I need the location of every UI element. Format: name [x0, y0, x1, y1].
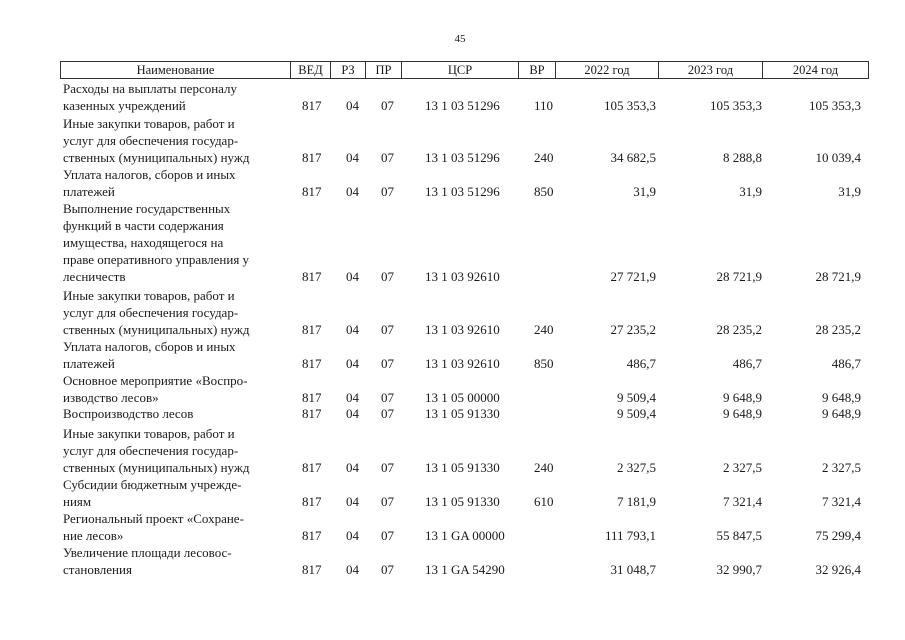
cell-vr: 850	[534, 356, 554, 371]
cell-csr: 13 1 03 51296	[425, 150, 500, 165]
header-ved: ВЕД	[291, 62, 331, 78]
cell-pr: 07	[381, 150, 394, 165]
cell-y2023: 2 327,5	[723, 460, 762, 475]
row-name	[63, 476, 303, 510]
cell-y2024: 32 926,4	[815, 562, 861, 577]
table-row	[60, 372, 880, 406]
row-name-line: Субсидии бюджетным учрежде-	[63, 477, 242, 492]
row-name-line: платежей	[63, 184, 115, 199]
row-name-line: услуг для обеспечения государ-	[63, 305, 239, 320]
row-name-line: изводство лесов»	[63, 390, 159, 405]
cell-csr: 13 1 GA 00000	[425, 528, 505, 543]
cell-pr: 07	[381, 98, 394, 113]
cell-vr: 110	[534, 98, 554, 113]
cell-pr: 07	[381, 562, 394, 577]
table-row	[60, 425, 880, 476]
cell-ved: 817	[302, 494, 322, 509]
cell-rz: 04	[346, 322, 359, 337]
cell-csr: 13 1 05 00000	[425, 390, 500, 405]
table-row	[60, 115, 880, 166]
cell-y2024: 2 327,5	[822, 460, 861, 475]
row-name-line: Иные закупки товаров, работ и	[63, 116, 235, 131]
header-rz: РЗ	[331, 62, 366, 78]
cell-y2023: 55 847,5	[716, 528, 762, 543]
cell-vr: 240	[534, 460, 554, 475]
cell-pr: 07	[381, 460, 394, 475]
row-name	[63, 115, 303, 166]
header-vr: ВР	[519, 62, 556, 78]
row-name	[63, 425, 303, 476]
row-name-line: Увеличение площади лесовос-	[63, 545, 232, 560]
cell-y2022: 105 353,3	[604, 98, 656, 113]
cell-csr: 13 1 05 91330	[425, 406, 500, 421]
cell-y2023: 9 648,9	[723, 406, 762, 421]
cell-y2024: 75 299,4	[815, 528, 861, 543]
cell-y2023: 32 990,7	[716, 562, 762, 577]
cell-csr: 13 1 05 91330	[425, 460, 500, 475]
cell-pr: 07	[381, 494, 394, 509]
cell-pr: 07	[381, 406, 394, 421]
cell-csr: 13 1 03 92610	[425, 269, 500, 284]
header-2023: 2023 год	[659, 62, 763, 78]
cell-vr: 240	[534, 150, 554, 165]
cell-y2023: 31,9	[739, 184, 762, 199]
cell-y2022: 111 793,1	[604, 528, 656, 543]
cell-y2022: 2 327,5	[617, 460, 656, 475]
cell-rz: 04	[346, 562, 359, 577]
cell-ved: 817	[302, 562, 322, 577]
cell-y2022: 31 048,7	[610, 562, 656, 577]
row-name	[63, 372, 303, 406]
row-name	[63, 166, 303, 200]
cell-csr: 13 1 GA 54290	[425, 562, 505, 577]
cell-rz: 04	[346, 184, 359, 199]
header-csr: ЦСР	[402, 62, 519, 78]
cell-rz: 04	[346, 406, 359, 421]
cell-rz: 04	[346, 269, 359, 284]
cell-y2022: 31,9	[633, 184, 656, 199]
row-name-line: Выполнение государственных	[63, 201, 231, 216]
header-2022: 2022 год	[556, 62, 659, 78]
row-name-line: функций в части содержания	[63, 218, 224, 233]
row-name-line: платежей	[63, 356, 115, 371]
cell-y2022: 27 721,9	[610, 269, 656, 284]
row-name	[63, 287, 303, 338]
cell-y2022: 486,7	[626, 356, 656, 371]
row-name-line: ственных (муниципальных) нужд	[63, 322, 250, 337]
cell-y2022: 9 509,4	[617, 390, 656, 405]
row-name	[63, 338, 303, 372]
header-name: Наименование	[61, 62, 291, 78]
cell-ved: 817	[302, 460, 322, 475]
row-name-line: ние лесов»	[63, 528, 124, 543]
cell-rz: 04	[346, 150, 359, 165]
row-name-line: Воспроизводство лесов	[63, 406, 194, 421]
row-name-line: ственных (муниципальных) нужд	[63, 150, 250, 165]
cell-rz: 04	[346, 356, 359, 371]
row-name-line: услуг для обеспечения государ-	[63, 133, 239, 148]
row-name	[63, 405, 303, 422]
table-row	[60, 405, 880, 422]
cell-y2024: 9 648,9	[822, 406, 861, 421]
row-name-line: становления	[63, 562, 132, 577]
cell-y2023: 28 235,2	[716, 322, 762, 337]
row-name-line: Региональный проект «Сохране-	[63, 511, 244, 526]
table-row	[60, 287, 880, 338]
cell-csr: 13 1 03 51296	[425, 184, 500, 199]
cell-pr: 07	[381, 322, 394, 337]
cell-y2024: 28 721,9	[815, 269, 861, 284]
cell-ved: 817	[302, 98, 322, 113]
cell-rz: 04	[346, 460, 359, 475]
table-row	[60, 544, 880, 578]
cell-y2024: 105 353,3	[809, 98, 861, 113]
cell-vr: 610	[534, 494, 554, 509]
cell-rz: 04	[346, 98, 359, 113]
row-name	[63, 80, 303, 114]
cell-rz: 04	[346, 390, 359, 405]
row-name-line: Иные закупки товаров, работ и	[63, 426, 235, 441]
row-name	[63, 200, 303, 285]
cell-ved: 817	[302, 184, 322, 199]
cell-y2022: 27 235,2	[610, 322, 656, 337]
cell-csr: 13 1 03 92610	[425, 322, 500, 337]
cell-y2024: 9 648,9	[822, 390, 861, 405]
row-name-line: Иные закупки товаров, работ и	[63, 288, 235, 303]
cell-y2024: 486,7	[831, 356, 861, 371]
cell-vr: 850	[534, 184, 554, 199]
table-row	[60, 510, 880, 544]
cell-ved: 817	[302, 406, 322, 421]
cell-y2023: 8 288,8	[723, 150, 762, 165]
cell-y2022: 34 682,5	[610, 150, 656, 165]
header-2024: 2024 год	[792, 63, 839, 77]
cell-csr: 13 1 05 91330	[425, 494, 500, 509]
cell-csr: 13 1 03 51296	[425, 98, 500, 113]
table-row	[60, 338, 880, 372]
cell-pr: 07	[381, 356, 394, 371]
cell-y2023: 28 721,9	[716, 269, 762, 284]
cell-y2023: 7 321,4	[723, 494, 762, 509]
cell-ved: 817	[302, 356, 322, 371]
cell-y2024: 28 235,2	[815, 322, 861, 337]
header-pr: ПР	[366, 62, 402, 78]
cell-ved: 817	[302, 390, 322, 405]
row-name-line: Уплата налогов, сборов и иных	[63, 167, 236, 182]
cell-pr: 07	[381, 269, 394, 284]
cell-vr: 240	[534, 322, 554, 337]
table-header	[60, 61, 869, 79]
cell-pr: 07	[381, 184, 394, 199]
row-name	[63, 544, 303, 578]
row-name-line: ниям	[63, 494, 92, 509]
cell-y2024: 31,9	[838, 184, 861, 199]
cell-rz: 04	[346, 528, 359, 543]
cell-ved: 817	[302, 528, 322, 543]
cell-csr: 13 1 03 92610	[425, 356, 500, 371]
row-name-line: лесничеств	[63, 269, 126, 284]
cell-ved: 817	[302, 269, 322, 284]
row-name	[63, 510, 303, 544]
row-name-line: праве оперативного управления у	[63, 252, 250, 267]
row-name-line: ственных (муниципальных) нужд	[63, 460, 250, 475]
cell-pr: 07	[381, 390, 394, 405]
table-row	[60, 80, 880, 114]
row-name-line: Уплата налогов, сборов и иных	[63, 339, 236, 354]
cell-pr: 07	[381, 528, 394, 543]
cell-y2024: 7 321,4	[822, 494, 861, 509]
row-name-line: Расходы на выплаты персоналу	[63, 81, 238, 96]
page-number: 45	[454, 33, 466, 45]
cell-y2024: 10 039,4	[815, 150, 861, 165]
cell-rz: 04	[346, 494, 359, 509]
cell-y2022: 9 509,4	[617, 406, 656, 421]
table-row	[60, 166, 880, 200]
cell-ved: 817	[302, 322, 322, 337]
cell-y2023: 486,7	[732, 356, 762, 371]
row-name-line: услуг для обеспечения государ-	[63, 443, 239, 458]
table-row	[60, 476, 880, 510]
row-name-line: Основное мероприятие «Воспро-	[63, 373, 248, 388]
cell-ved: 817	[302, 150, 322, 165]
cell-y2022: 7 181,9	[617, 494, 656, 509]
cell-y2023: 105 353,3	[710, 98, 762, 113]
cell-y2023: 9 648,9	[723, 390, 762, 405]
row-name-line: казенных учреждений	[63, 98, 186, 113]
row-name-line: имущества, находящегося на	[63, 235, 224, 250]
table-row	[60, 200, 880, 285]
